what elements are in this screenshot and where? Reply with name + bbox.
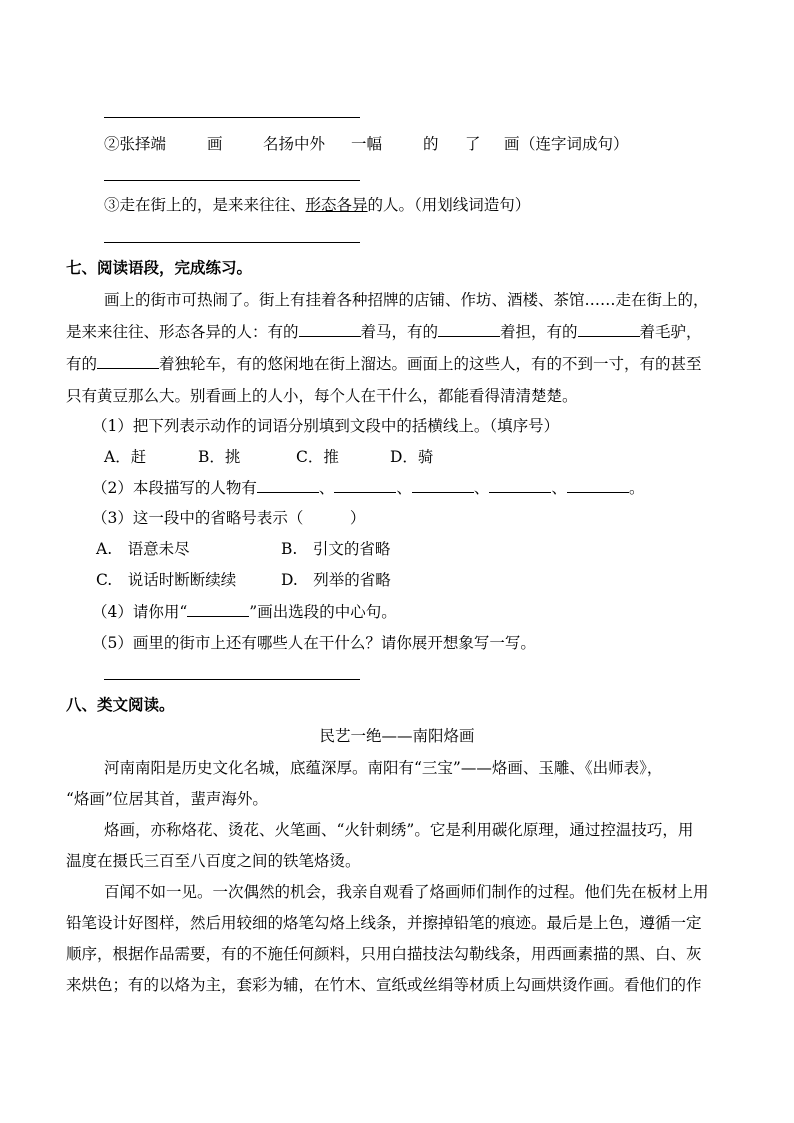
article-title: 民艺一绝——南阳烙画 <box>319 727 475 745</box>
paragraph-line: 温度在摄氏三百至八百度之间的铁笔烙烫。 <box>66 852 361 870</box>
paragraph-line: 只有黄豆那么大。别看画上的人小，每个人在干什么，都能看得清清楚楚。 <box>66 387 578 405</box>
section-heading: 八、类文阅读。 <box>66 696 175 714</box>
fill-blank <box>489 478 551 493</box>
answer-line <box>104 180 360 181</box>
section-heading: 七、阅读语段，完成练习。 <box>66 259 253 277</box>
paragraph-line: 画上的街市可热闹了。街上有挂着各种招牌的店铺、作坊、酒楼、茶馆……走在街上的， <box>104 291 709 309</box>
option: C．推 <box>296 448 339 466</box>
paragraph-line: 有的 着独轮车，有的悠闲地在街上溜达。画面上的这些人，有的不到一寸，有的甚至 <box>66 355 702 373</box>
option: B．挑 <box>198 448 241 466</box>
fill-blank <box>578 322 640 337</box>
q2-word: 画 <box>504 135 520 153</box>
paragraph-line: 百闻不如一见。一次偶然的机会，我亲自观看了烙画师们制作的过程。他们先在板材上用 <box>104 883 709 901</box>
fill-blank <box>334 478 396 493</box>
option: D. 列举的省略 <box>281 571 391 589</box>
paragraph-line: 铅笔设计好图样，然后用较细的烙笔勾烙上线条，并擦掉铅笔的痕迹。最后是上色，遵循一定 <box>66 914 702 932</box>
paragraph-line: 河南南阳是历史文化名城，底蕴深厚。南阳有“三宝”——烙画、玉雕、《出师表》， <box>104 759 663 777</box>
fill-blank <box>257 478 319 493</box>
question-5: （5）画里的街市上还有哪些人在干什么？请你展开想象写一写。 <box>92 634 536 652</box>
q3-prefix: ③走在街上的，是来来往往、 <box>104 196 306 214</box>
option: A. 语意未尽 <box>96 540 190 558</box>
paragraph-line: 来烘色；有的以烙为主，套彩为辅，在竹木、宣纸或丝绢等材质上勾画烘烫作画。看他们的作 <box>66 976 702 994</box>
fill-blank <box>97 354 159 369</box>
fill-blank <box>567 478 629 493</box>
q3-underlined-word: 形态各异 <box>305 196 368 214</box>
option: B. 引文的省略 <box>281 540 391 558</box>
q2-word: 了 <box>465 135 481 153</box>
option: D．骑 <box>390 448 434 466</box>
paragraph-line: “烙画”位居其首，蜚声海外。 <box>66 790 268 808</box>
answer-line <box>104 242 360 243</box>
question-2: （2）本段描写的人物有 、 、 、 、 。 <box>92 479 645 497</box>
q2-word: 名扬中外 <box>263 135 326 153</box>
option: C. 说话时断断续续 <box>96 571 237 589</box>
question-1: （1）把下列表示动作的词语分别填到文段中的括横线上。（填序号） <box>92 417 560 435</box>
q2-instruction: （连字词成句） <box>520 135 629 153</box>
fill-blank <box>187 602 249 617</box>
q2-label: ②张择端 <box>104 135 167 153</box>
q2-word: 画 <box>207 135 223 153</box>
q2-word: 一幅 <box>351 135 383 153</box>
question-4: （4）请你用“ ”画出选段的中心句。 <box>92 603 397 621</box>
answer-line <box>104 679 360 680</box>
paragraph-line: 顺序，根据作品需要，有的不施任何颜料，只用白描技法勾勒线条，用西画素描的黑、白、灰 <box>66 945 702 963</box>
q3-line <box>104 195 530 215</box>
q3-suffix: 的人。（用划线词造句） <box>367 196 531 214</box>
q2-word: 的 <box>423 135 439 153</box>
question-3: （3）这一段中的省略号表示（ ） <box>92 509 366 527</box>
answer-line <box>104 117 360 118</box>
fill-blank <box>438 322 500 337</box>
option: A．赶 <box>104 448 147 466</box>
paragraph-line: 烙画，亦称烙花、烫花、火笔画、“火针刺绣”。它是利用碳化原理，通过控温技巧，用 <box>104 821 694 839</box>
paragraph-line: 是来来往往、形态各异的人：有的 着马，有的 着担，有的 着毛驴， <box>66 323 702 341</box>
fill-blank <box>299 322 361 337</box>
fill-blank <box>412 478 474 493</box>
